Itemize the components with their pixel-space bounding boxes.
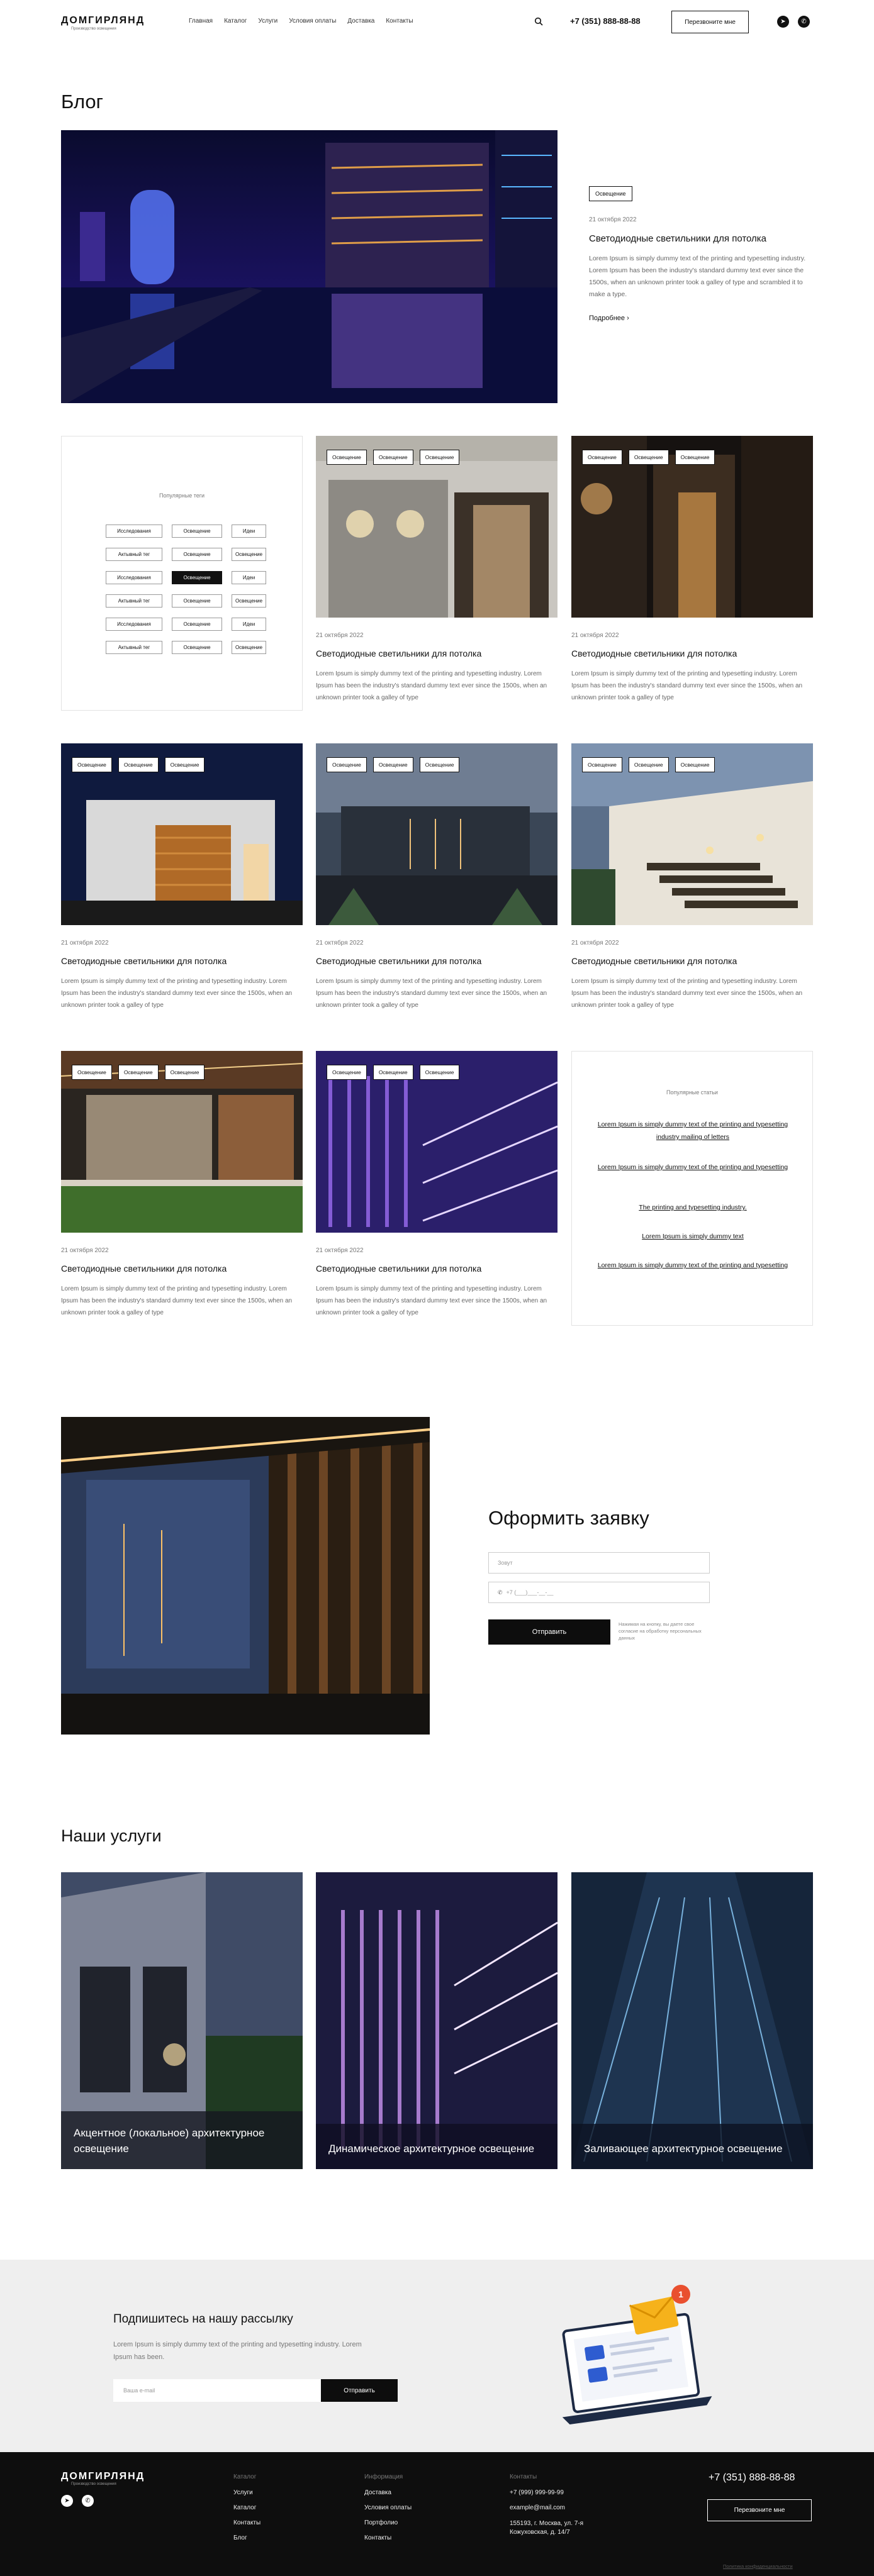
footer-info-head: Информация [364,2473,403,2480]
nav-item-payment[interactable]: Условия оплаты [289,18,337,25]
card-tag[interactable]: Освещение [675,450,715,465]
popular-articles-box [571,1051,813,1326]
card-tag[interactable]: Освещение [373,450,413,465]
phone-field[interactable] [488,1582,710,1603]
card-tag[interactable]: Освещение [675,757,715,772]
popular-article-link[interactable]: Lorem Ipsum is simply dummy text [642,1233,744,1240]
footer-call-me-button[interactable]: Перезвоните мне [707,2499,812,2521]
subscribe-section [0,2260,874,2452]
popular-tags-label: Популярные теги [159,492,205,499]
telegram-icon[interactable]: ➤ [61,2495,73,2507]
call-me-button[interactable]: Перезвоните мне [671,11,749,33]
service-caption: Заливающее архитектурное освещение [584,2143,783,2155]
nav-item-services[interactable]: Услуги [258,18,278,25]
hero-desc: Lorem Ipsum is simply dummy text of the printing and typesetting industry. Lorem Ipsum has been the industry's standard dummy text ever since the 1500s, when an unknown printer took a galley of type and scrambled it to make a type. [589,255,806,298]
chevron-right-icon: › [627,314,629,322]
hero-image[interactable] [61,130,557,403]
email-field[interactable]: Ваша e-mail [113,2379,321,2402]
card-title[interactable]: Светодиодные светильники для потолка [571,956,737,966]
footer-contacts-column [510,2473,610,2545]
footer-address: 155193, г. Москва, ул. 7-я Кожуховская, д. 14/7 [510,2520,584,2536]
tag-chip[interactable]: Освещение [172,594,222,608]
tag-chip[interactable]: Актывный тег [106,548,162,561]
footer [0,2452,874,2576]
tag-chip[interactable]: Актывный тег [106,641,162,654]
card-desc: Lorem Ipsum is simply dummy text of the printing and typesetting industry. Lorem Ipsum has been the industry's standard dummy text ever since the 1500s, when an unknown printer took a galley of type [316,1285,547,1316]
phone-placeholder: +7 (___)___-__-__ [506,1589,554,1596]
card-tag[interactable]: Освещение [165,757,205,772]
logo-subtitle: Производство освещения [71,27,116,31]
card-tags [72,757,204,772]
card-tag[interactable]: Освещение [629,757,669,772]
tag-chip[interactable]: Актывный тег [106,594,162,608]
footer-link[interactable]: Портфолио [364,2519,398,2526]
blog-card[interactable] [571,436,813,704]
card-desc: Lorem Ipsum is simply dummy text of the printing and typesetting industry. Lorem Ipsum has been the industry's standard dummy text ever since the 1500s, when an unknown printer took a galley of type [571,978,803,1009]
request-image [61,1417,430,1735]
footer-link[interactable]: Контакты [233,2519,261,2526]
footer-link[interactable]: Доставка [364,2489,391,2496]
footer-link[interactable]: Контакты [364,2534,392,2541]
tag-chip[interactable]: Идеи [232,525,266,538]
card-date: 21 октября 2022 [61,1247,109,1254]
subscribe-button[interactable]: Отправить [321,2379,398,2402]
card-tag[interactable]: Освещение [420,450,460,465]
tag-chip[interactable]: Освещение [172,571,222,584]
tag-chip[interactable]: Освещение [232,548,266,561]
name-field[interactable]: Зовут [488,1552,710,1574]
telegram-icon[interactable]: ➤ [777,16,789,28]
card-tag[interactable]: Освещение [118,1065,159,1080]
card-tag[interactable]: Освещение [420,757,460,772]
card-date: 21 октября 2022 [571,940,619,947]
blog-card[interactable] [61,743,303,1011]
card-tag[interactable]: Освещение [72,757,112,772]
subscribe-desc: Lorem Ipsum is simply dummy text of the printing and typesetting industry. Lorem Ipsum has been. [113,2341,362,2361]
request-title: Оформить заявку [488,1507,649,1529]
card-tags [327,450,459,465]
card-title[interactable]: Светодиодные светильники для потолка [61,1263,227,1274]
hero-date: 21 октября 2022 [589,216,637,223]
phone-icon: ✆ [498,1589,503,1596]
request-submit-button[interactable]: Отправить [488,1619,610,1645]
tag-chip[interactable]: Освещение [232,641,266,654]
tag-chip[interactable]: Исследования [106,525,162,538]
card-tag[interactable]: Освещение [72,1065,112,1080]
nav-item-home[interactable]: Главная [189,18,213,25]
card-date: 21 октября 2022 [571,632,619,639]
consent-note: Нажимая на кнопку, вы даете свое согласие на обработку персональных данных [619,1621,702,1641]
card-tag[interactable]: Освещение [373,1065,413,1080]
hero-tag[interactable]: Освещение [589,186,632,201]
card-image[interactable] [316,743,557,925]
card-tag[interactable]: Освещение [629,450,669,465]
badge-count: 1 [678,2289,683,2299]
footer-catalog-column [233,2473,261,2550]
footer-logo-title: ДОМГИРЛЯНД [61,2471,145,2482]
service-caption: Акцентное (локальное) архитектурное освещение [74,2127,265,2155]
popular-article-link[interactable]: Lorem Ipsum is simply dummy text of the printing and typesetting industry mailing of letters [597,1121,788,1141]
hero-title[interactable]: Светодиодные светильники для потолка [589,233,767,244]
card-tag[interactable]: Освещение [582,450,622,465]
card-image[interactable] [316,1051,557,1233]
card-image[interactable] [571,436,813,618]
card-tag[interactable]: Освещение [118,757,159,772]
card-desc: Lorem Ipsum is simply dummy text of the printing and typesetting industry. Lorem Ipsum has been the industry's standard dummy text ever since the 1500s, when an unknown printer took a galley of type [61,978,293,1009]
privacy-policy-link[interactable]: Политика конфиденциальности [723,2563,793,2569]
footer-link[interactable]: Каталог [233,2504,257,2511]
blog-card[interactable] [571,743,813,1011]
card-tag[interactable]: Освещение [373,757,413,772]
tag-chip[interactable]: Идеи [232,618,266,631]
search-icon[interactable] [534,17,543,26]
card-tag[interactable]: Освещение [327,1065,367,1080]
card-desc: Lorem Ipsum is simply dummy text of the printing and typesetting industry. Lorem Ipsum has been the industry's standard dummy text ever since the 1500s, when an unknown printer took a galley of type [316,978,547,1009]
services-title: Наши услуги [61,1826,162,1845]
tag-chip[interactable]: Освещение [172,618,222,631]
card-desc: Lorem Ipsum is simply dummy text of the printing and typesetting industry. Lorem Ipsum has been the industry's standard dummy text ever since the 1500s, when an unknown printer took a galley of type [61,1285,293,1316]
card-tags [327,757,459,772]
card-title[interactable]: Светодиодные светильники для потолка [316,648,482,658]
card-image[interactable] [571,743,813,925]
footer-email[interactable]: example@mail.com [510,2504,565,2511]
card-tag[interactable]: Освещение [327,450,367,465]
card-title[interactable]: Светодиодные светильники для потолка [571,648,737,658]
tag-chip[interactable]: Исследования [106,618,162,631]
whatsapp-icon[interactable]: ✆ [82,2495,94,2507]
footer-logo-subtitle: Производство освещения [71,2482,116,2486]
card-title[interactable]: Светодиодные светильники для потолка [316,1263,482,1274]
footer-contacts-head: Контакты [510,2473,537,2480]
blog-card[interactable] [316,436,557,704]
card-desc: Lorem Ipsum is simply dummy text of the printing and typesetting industry. Lorem Ipsum has been the industry's standard dummy text ever since the 1500s, when an unknown printer took a galley of type [316,670,547,701]
popular-article-link[interactable]: Lorem Ipsum is simply dummy text of the printing and typesetting [597,1262,788,1269]
tag-chip[interactable]: Освещение [172,548,222,561]
tag-chip[interactable]: Освещение [172,641,222,654]
card-tag[interactable]: Освещение [420,1065,460,1080]
popular-article-link[interactable]: Lorem Ipsum is simply dummy text of the printing and typesetting [597,1163,788,1171]
nav-item-contacts[interactable]: Контакты [386,18,413,25]
card-date: 21 октября 2022 [316,940,364,947]
header [0,0,874,44]
notification-badge [671,2285,690,2304]
blog-card[interactable] [316,743,557,1011]
subscribe-title: Подпишитесь на нашу рассылку [113,2312,293,2326]
service-card[interactable] [61,1872,303,2169]
nav-item-delivery[interactable]: Доставка [347,18,375,25]
card-tag[interactable]: Освещение [582,757,622,772]
card-tags [327,1065,459,1080]
card-title[interactable]: Светодиодные светильники для потолка [61,956,227,966]
hero-more-link[interactable] [589,314,815,322]
footer-main-phone[interactable]: +7 (351) 888-88-88 [709,2472,795,2483]
card-tag[interactable]: Освещение [327,757,367,772]
footer-link[interactable]: Условия оплаты [364,2504,412,2511]
tag-chip[interactable]: Исследования [106,571,162,584]
popular-articles-label: Популярные статьи [666,1089,718,1096]
nav-item-catalog[interactable]: Каталог [224,18,247,25]
card-tags [582,450,715,465]
card-image[interactable] [316,436,557,618]
card-tag[interactable]: Освещение [165,1065,205,1080]
tag-chip[interactable]: Освещение [172,525,222,538]
service-card[interactable] [571,1872,813,2169]
card-image[interactable] [61,743,303,925]
card-date: 21 октября 2022 [316,632,364,639]
card-date: 21 октября 2022 [316,1247,364,1254]
popular-tags-box [61,436,303,711]
blog-card[interactable] [316,1051,557,1319]
footer-info-column [364,2473,412,2550]
footer-logo[interactable] [61,2471,145,2486]
card-date: 21 октября 2022 [61,940,109,947]
card-tags [582,757,715,772]
header-phone[interactable]: +7 (351) 888-88-88 [570,16,641,26]
more-label: Подробнее [589,314,625,322]
footer-link[interactable]: Услуги [233,2489,253,2496]
blog-card[interactable] [61,1051,303,1319]
main-nav [189,18,413,25]
footer-link[interactable]: Блог [233,2534,247,2541]
card-image[interactable] [61,1051,303,1233]
footer-catalog-head: Каталог [233,2473,257,2480]
footer-phone[interactable]: +7 (999) 999-99-99 [510,2489,564,2496]
tag-chip[interactable]: Идеи [232,571,266,584]
card-desc: Lorem Ipsum is simply dummy text of the printing and typesetting industry. Lorem Ipsum has been the industry's standard dummy text ever since the 1500s, when an unknown printer took a galley of type [571,670,803,701]
laptop-mail-illustration [554,2285,717,2436]
logo[interactable] [61,15,145,31]
service-caption: Динамическое архитектурное освещение [328,2143,535,2155]
hero-info [589,186,815,322]
card-tags [72,1065,204,1080]
page-title: Блог [61,91,103,113]
tag-chip[interactable]: Освещение [232,594,266,608]
popular-article-link[interactable]: The printing and typesetting industry. [639,1204,747,1211]
service-card[interactable] [316,1872,557,2169]
logo-title: ДОМГИРЛЯНД [61,15,145,26]
whatsapp-icon[interactable]: ✆ [798,16,810,28]
card-title[interactable]: Светодиодные светильники для потолка [316,956,482,966]
